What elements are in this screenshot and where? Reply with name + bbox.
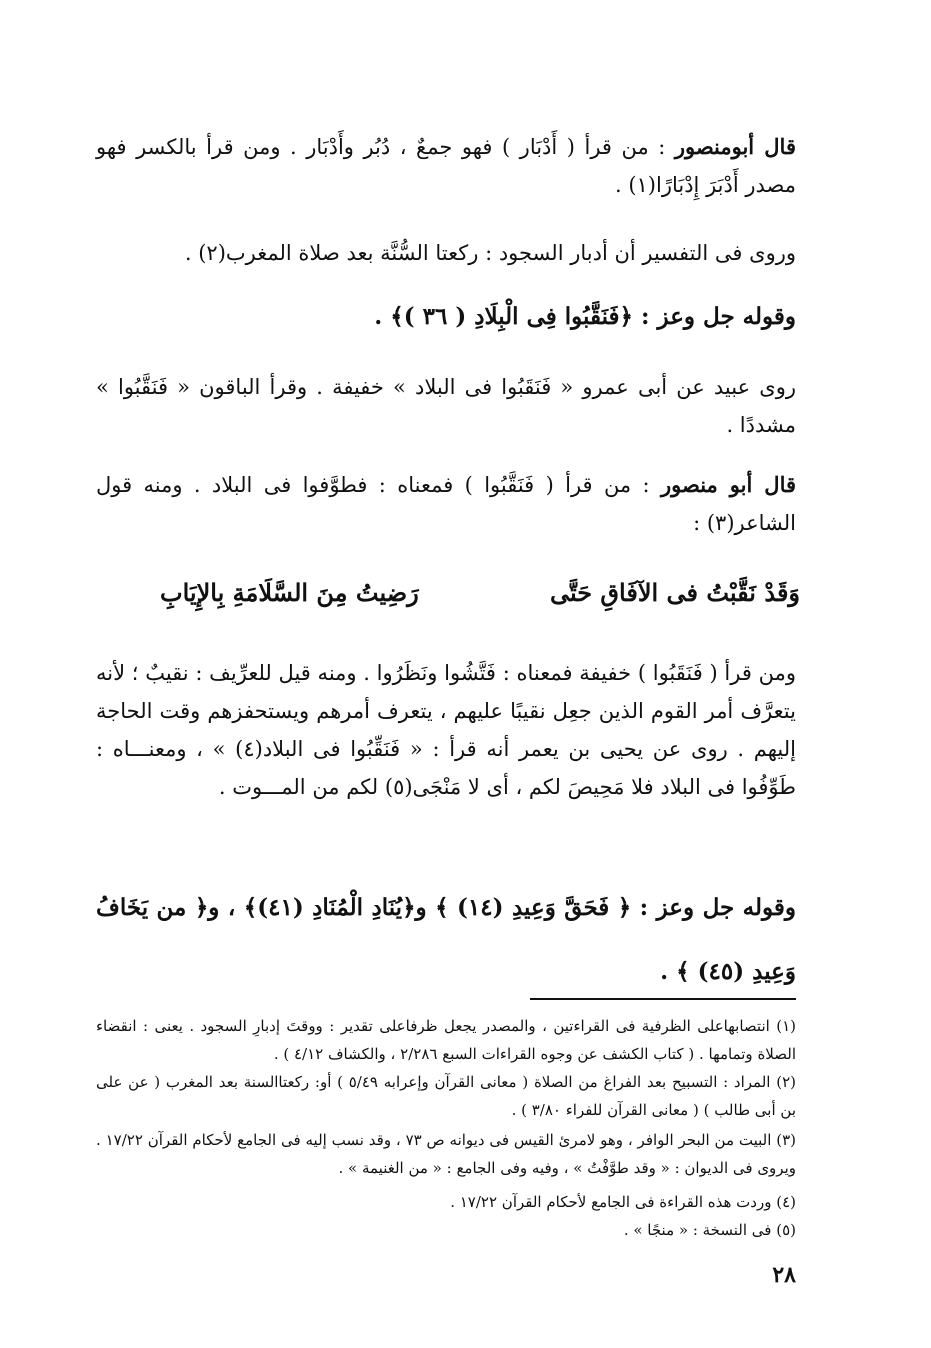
verse-hemistich-right: وَقَدْ نَقَّبْتُ فى الآفَاقِ حَتَّى [549, 578, 800, 607]
paragraph-text: : من قرأ ( فَنَقَّبُوا ) فمعناه : فطوَّفوا فى البلاد . ومنه قول الشاعر(٣) : [96, 473, 796, 535]
paragraph-text: روى عبيد عن أبى عمرو « فَنَقَبُوا فى البلاد » خفيفة . وقرأ الباقون « فَنَقَّبُوا » مشددًا . [96, 375, 796, 437]
paragraph-text: وروى فى التفسير أن أدبار السجود : ركعتا السُّنَّة بعد صلاة المغرب(٢) . [184, 241, 796, 265]
footnote-5 [96, 1216, 796, 1244]
poetry-verse [160, 578, 800, 607]
paragraph-text: : من قرأ ( أَدْبَار ) فهو جمعٌ ، دُبُر وأَدْبَار . ومن قرأ بالكسر فهو مصدر أَدْبَرَ إِدْبَارًا(١) . [96, 135, 796, 197]
page-number: ٢٨ [772, 1262, 796, 1288]
speaker-label: قال أبومنصور [674, 134, 796, 159]
heading-text: وقوله جل وعز : ﴿فَنَقَّبُوا فِى الْبِلَادِ ( ٣٦ )﴾ . [374, 303, 796, 330]
verse-hemistich-left: رَضِيتُ مِنَ السَّلَامَةِ بِالإِيَابِ [160, 578, 419, 607]
paragraph-5 [96, 654, 796, 806]
footnote-1 [96, 1012, 796, 1068]
paragraph-text: ومن قرأ ( فَنَقَبُوا ) خفيفة فمعناه : فَتَّشُوا ونَظَرُوا . ومنه قيل للعرِّيف : نقيبٌ ؛ لأنه يتعرَّف أمر القوم الذين جعِل نقيبًا عليهم ، يتعرف أمرهم ويستحفزهم وقت الحاجة إليهم . روى عن يحيى بن يعمر أنه قرأ : « فَنَقِّبُوا فى البلاد(٤) » ، ومعنـــاه : طَوِّفُوا فى البلاد فلا مَحِيصَ لكم ، أى لا مَنْجَى(٥) لكم من المـــوت . [96, 661, 796, 799]
paragraph-1 [96, 128, 796, 204]
footnote-4 [96, 1188, 796, 1216]
footnote-text: (٥) فى النسخة : « منجًا » . [623, 1221, 796, 1239]
footnote-text: (٤) وردت هذه القراءة فى الجامع لأحكام القرآن ١٧/٢٢ . [450, 1193, 796, 1211]
paragraph-4 [96, 466, 796, 542]
footnote-text: (٣) البيت من البحر الوافر ، وهو لامرئ القيس فى ديوانه ص ٧٣ ، وقد نسب إليه فى الجامع لأحكام القرآن ١٧/٢٢ . ويروى فى الديوان : « وقد طوَّفْتُ » ، وفيه وفى الجامع : « من الغنيمة » . [96, 1131, 796, 1177]
paragraph-3 [96, 368, 796, 444]
speaker-label: قال أبو منصور [661, 472, 796, 497]
footnote-text: (٢) المراد : التسبيح بعد الفراغ من الصلاة ( معانى القرآن وإعرابه ٥/٤٩ ) أو: ركعتاالسنة بعد المغرب ( عن على بن أبى طالب ) ( معانى القرآن للفراء ٣/٨٠ ) . [96, 1073, 796, 1119]
footnote-text: (١) انتصابهاعلى الظرفية فى القراءتين ، والمصدر يجعل ظرفاعلى تقدير : ووقتَ إدبارِ السجود . يعنى : انقضاء الصلاة وتمامها . ( كتاب الكشف عن وجوه القراءات السبع ٢/٢٨٦ ، والكشاف ٤/١٢ ) . [96, 1017, 796, 1063]
quran-verse-heading-2 [96, 876, 796, 1004]
quran-verse-heading-1 [96, 298, 796, 336]
footnote-separator [530, 998, 796, 1000]
paragraph-2 [96, 234, 796, 272]
heading-text: وقوله جل وعز : ﴿ فَحَقَّ وَعِيدِ (١٤) ﴾ و﴿يُنَادِ الْمُنَادِ (٤١)﴾ ، و﴿ من يَخَافُ وَعِيدِ (٤٥) ﴾ . [96, 894, 796, 985]
footnote-2 [96, 1068, 796, 1124]
footnote-3 [96, 1126, 796, 1182]
